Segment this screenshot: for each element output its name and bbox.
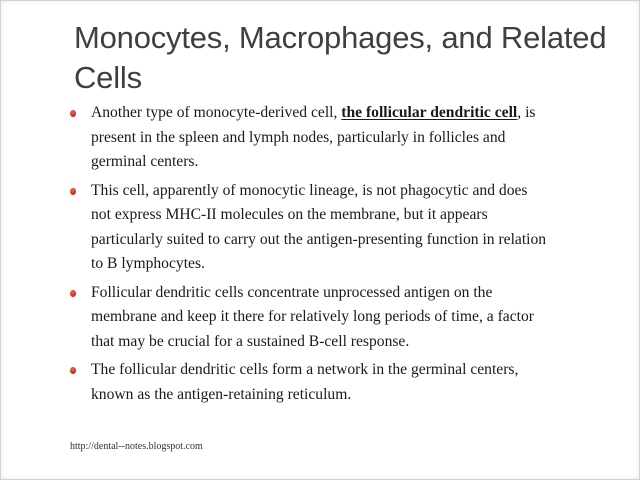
bullet-dot-icon xyxy=(70,367,76,374)
bullet-text-emphasis: the follicular dendritic cell xyxy=(341,104,518,121)
bullet-dot-icon xyxy=(70,188,76,195)
bullet-item xyxy=(69,281,549,355)
bullet-text: The follicular dendritic cells form a network in the germinal centers, known as the antigen-retaining reticulum. xyxy=(91,361,519,403)
bullet-text-post: , is present in the spleen and lymph nodes, particularly in follicles and germinal centers. xyxy=(91,104,536,170)
bullet-text: This cell, apparently of monocytic lineage, is not phagocytic and does not express MHC-II molecules on the membrane, but it appears particularly suited to carry out the antigen-presenting function in relation to B lymphocytes. xyxy=(91,181,547,272)
bullet-item xyxy=(69,358,549,407)
bullet-list xyxy=(69,101,549,407)
bullet-dot-icon xyxy=(70,290,76,297)
bullet-text-pre: Another type of monocyte-derived cell, xyxy=(91,104,342,121)
bullet-item xyxy=(69,101,549,175)
slide-title: Monocytes, Macrophages, and Related Cells xyxy=(74,20,607,95)
bullet-dot-icon xyxy=(70,110,76,117)
bullet-item xyxy=(69,179,549,277)
footer-url: http://dental--notes.blogspot.com xyxy=(70,441,203,452)
slide-content xyxy=(69,101,549,411)
bullet-text: Follicular dendritic cells concentrate unprocessed antigen on the membrane and keep it there for relatively long periods of time, a factor that may be crucial for a sustained B-cell response. xyxy=(91,283,534,350)
